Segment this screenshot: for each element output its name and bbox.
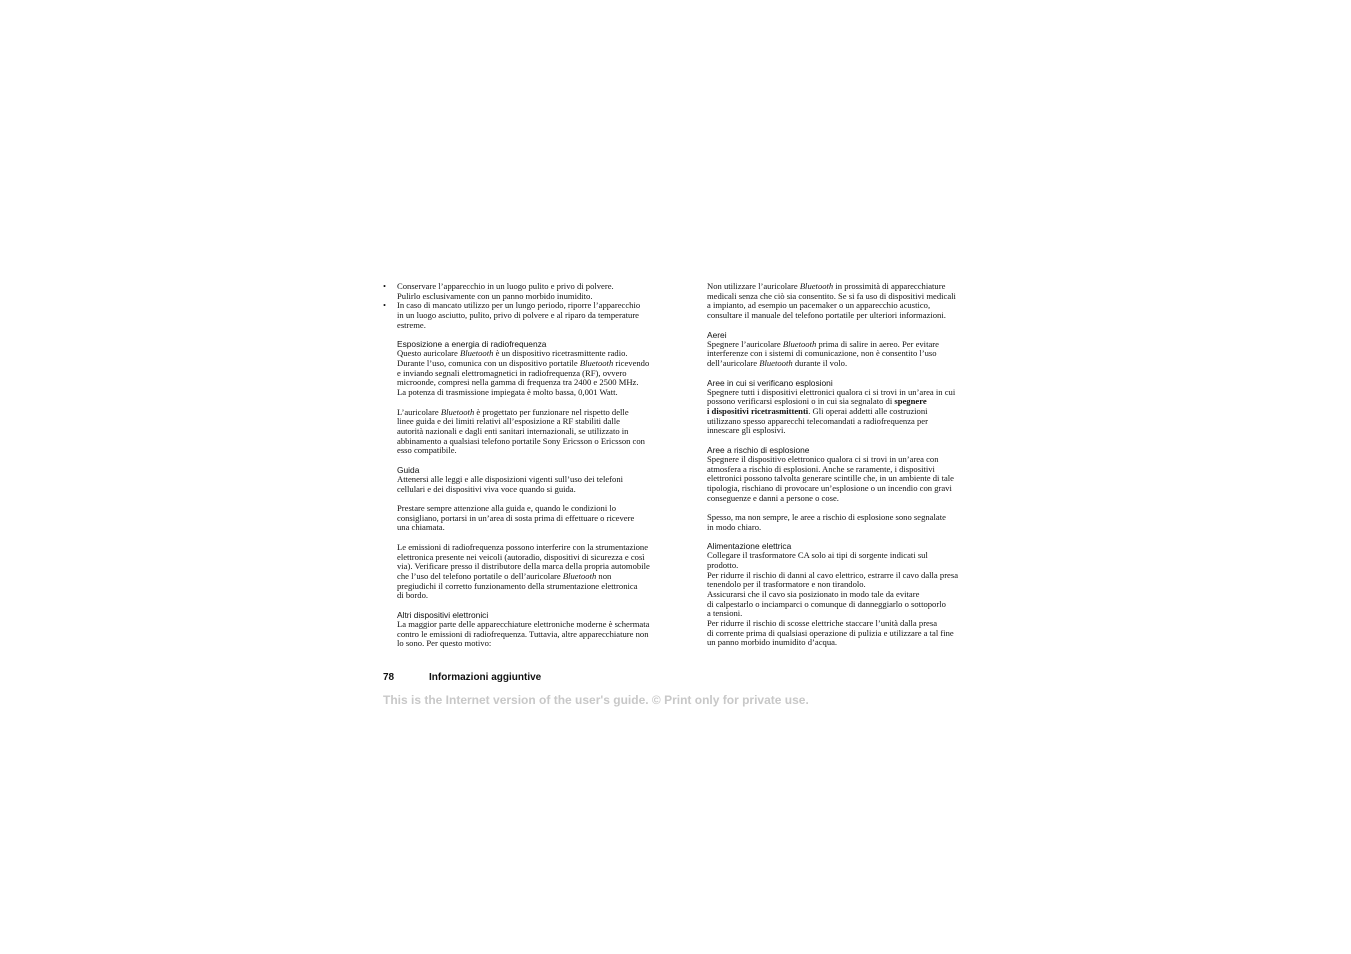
text-line: elettronici possono talvolta generare scintille che, in un ambiente di tale [707, 473, 954, 484]
text-line: abbinamento a qualsiasi telefono portatile Sony Ericsson o Ericsson con [397, 435, 645, 446]
paragraph-guide-2 [397, 504, 683, 533]
section-title: Informazioni aggiuntive [429, 672, 542, 683]
text-line: Per ridurre il rischio di danni al cavo elettrico, estrarre il cavo dalla presa [707, 569, 959, 580]
text-line: La maggior parte delle apparecchiature elettroniche moderne è schermata [397, 619, 650, 630]
text-line: in un luogo asciutto, pulito, privo di polvere e al riparo da temperature [397, 309, 639, 320]
text-line: atmosfera a rischio di esplosioni. Anche se raramente, i dispositivi [707, 463, 935, 474]
text-span: durante il volo. [792, 357, 848, 368]
paragraph-explosive-risk-2 [707, 513, 992, 532]
section-heading-rf: Esposizione a energia di radiofrequenza [397, 339, 547, 350]
text-line: La potenza di trasmissione impiegata è molto bassa, 0,001 Watt. [397, 386, 618, 397]
text-span: non [596, 571, 612, 582]
paragraph-power [707, 551, 992, 648]
text-span: Questo auricolare [397, 348, 460, 359]
text-line: a impianto, ad esempio un pacemaker o un apparecchio acustico, [707, 300, 931, 311]
text-line: Collegare il trasformatore CA solo ai tipi di sorgente indicati sul [707, 550, 928, 561]
text-line: Per ridurre il rischio di scosse elettriche staccare l’unità dalla presa [707, 618, 938, 629]
text-line: contro le emissioni di radiofrequenza. Tuttavia, altre apparecchiature non [397, 628, 649, 639]
text-line: consultare il manuale del telefono portatile per ulteriori informazioni. [707, 309, 946, 320]
text-line: in modo chiaro. [707, 521, 762, 532]
text-line: Attenersi alle leggi e alle disposizioni vigenti sull’uso dei telefoni [397, 473, 624, 484]
section-heading-blasting: Aree in cui si verificano esplosioni [707, 377, 833, 388]
text-span: dell’auricolare [707, 357, 760, 368]
text-italic: Bluetooth [579, 357, 614, 368]
text-line: elettronica presente nei veicoli (autoradio, dispositivi di sicurezza e così [397, 551, 645, 562]
text-line: cellulari e dei dispositivi viva voce quando si guida. [397, 483, 576, 494]
text-line: autorità nazionali e dagli enti sanitari internazionali, se utilizzato in [397, 425, 629, 436]
text-line: consigliano, portarsi in un’area di sosta prima di effettuare o ricevere [397, 512, 635, 523]
text-line: pregiudichi il corretto funzionamento della strumentazione elettronica [397, 580, 638, 591]
text-line: a tensioni. [707, 608, 743, 619]
paragraph-medical [707, 282, 992, 321]
text-line: tenendolo per il trasformatore e non tirandolo. [707, 579, 866, 590]
text-span: L’auricolare [397, 406, 441, 417]
paragraph-guide-1 [397, 475, 683, 494]
section-heading-power: Alimentazione elettrica [707, 541, 792, 552]
internet-version-notice: This is the Internet version of the user's guide. © Print only for private use. [383, 693, 809, 707]
paragraph-rf-1 [397, 349, 683, 397]
text-span: Spegnere l’auricolare [707, 338, 783, 349]
text-span: ricevendo [613, 357, 650, 368]
text-line: e inviando segnali elettromagnetici in radiofrequenza (RF), ovvero [397, 367, 627, 378]
text-span: in prossimità di apparecchiature [833, 281, 946, 291]
paragraph-aircraft [707, 340, 992, 369]
text-italic: Bluetooth [799, 281, 834, 291]
text-line: linee guida e dei limiti relativi all’esposizione a RF stabiliti dalle [397, 416, 620, 427]
text-line: esso compatibile. [397, 445, 457, 456]
text-line: innescare gli esplosivi. [707, 425, 786, 436]
text-line: di calpestarlo o inciamparci o comunque di danneggiarlo o sottoporlo [707, 598, 946, 609]
text-line: Conservare l’apparecchio in un luogo pulito e privo di polvere. [397, 281, 614, 291]
section-heading-other: Altri dispositivi elettronici [397, 610, 489, 621]
text-span: prima di salire in aereo. Per evitare [816, 338, 939, 349]
text-line: Le emissioni di radiofrequenza possono interferire con la strumentazione [397, 542, 649, 553]
text-line: interferenze con i sistemi di comunicazione, non è consentito l’uso [707, 348, 937, 359]
text-span: è progettato per funzionare nel rispetto delle [474, 406, 629, 417]
section-heading-aircraft: Aerei [707, 329, 727, 340]
text-bold: spegnere [894, 396, 927, 407]
right-column [707, 282, 992, 648]
text-line: lo sono. Per questo motivo: [397, 638, 492, 649]
bullet-item [383, 282, 683, 301]
page-footer [383, 672, 541, 683]
text-line: via). Verificare presso il distributore della marca della propria automobile [397, 561, 650, 572]
text-line: conseguenze e danni a persone o cose. [707, 492, 839, 503]
text-line: Spesso, ma non sempre, le aree a rischio di esplosione sono segnalate [707, 512, 946, 523]
text-line: utilizzano spesso apparecchi telecomandati a radiofrequenza per [707, 415, 928, 426]
bullet-dot: • [383, 281, 387, 291]
section-heading-explosive-risk: Aree a rischio di esplosione [707, 444, 810, 455]
text-italic: Bluetooth [440, 406, 475, 417]
text-line: prodotto. [707, 560, 739, 571]
text-italic: Bluetooth [759, 357, 793, 368]
text-span: che l’uso del telefono portatile o dell’auricolare [397, 571, 563, 582]
text-span: Durante l’uso, comunica con un dispositivo portatile [397, 357, 580, 368]
text-line: di bordo. [397, 590, 429, 601]
paragraph-rf-2 [397, 408, 683, 456]
left-column [383, 282, 683, 649]
paragraph-explosive-risk [707, 455, 992, 503]
text-italic: Bluetooth [460, 348, 494, 359]
paragraph-other [397, 620, 683, 649]
paragraph-guide-3 [397, 543, 683, 601]
text-span: è un dispositivo ricetrasmittente radio. [493, 348, 628, 359]
text-line: tipologia, rischiano di provocare un’esplosione o un incendio con gravi [707, 482, 952, 493]
text-line: Pulirlo esclusivamente con un panno morbido inumidito. [397, 290, 593, 301]
text-span: possono verificarsi esplosioni o in cui sia segnalato di [707, 396, 895, 407]
text-line: Spegnere tutti i dispositivi elettronici qualora ci si trovi in un’area in cui [707, 386, 956, 397]
text-line: microonde, compresi nella gamma di frequenza tra 2400 e 2500 MHz. [397, 377, 639, 388]
text-line: Prestare sempre attenzione alla guida e, quando le condizioni lo [397, 503, 617, 514]
text-bold: i dispositivi ricetrasmittenti [707, 405, 809, 416]
section-heading-guide: Guida [397, 464, 420, 475]
text-italic: Bluetooth [782, 338, 817, 349]
bullet-item [383, 301, 683, 330]
text-line: medicali senza che ciò sia consentito. Se si fa uso di dispositivi medicali [707, 290, 956, 301]
text-line: un panno morbido inumidito d’acqua. [707, 637, 838, 648]
text-line: In caso di mancato utilizzo per un lungo periodo, riporre l’apparecchio [397, 300, 641, 311]
text-italic: Bluetooth [562, 571, 597, 582]
bullet-dot: • [383, 300, 387, 311]
text-line: una chiamata. [397, 522, 445, 533]
text-line: Spegnere il dispositivo elettronico qualora ci si trovi in un’area con [707, 453, 939, 464]
text-span: Non utilizzare l’auricolare [707, 281, 800, 291]
text-span: . Gli operai addetti alle costruzioni [808, 405, 928, 416]
paragraph-blasting [707, 388, 992, 436]
page-number: 78 [383, 672, 395, 683]
text-line: di corrente prima di qualsiasi operazione di pulizia e utilizzare a tal fine [707, 627, 954, 638]
text-line: Assicurarsi che il cavo sia posizionato in modo tale da evitare [707, 589, 920, 600]
text-line: estreme. [397, 319, 426, 330]
